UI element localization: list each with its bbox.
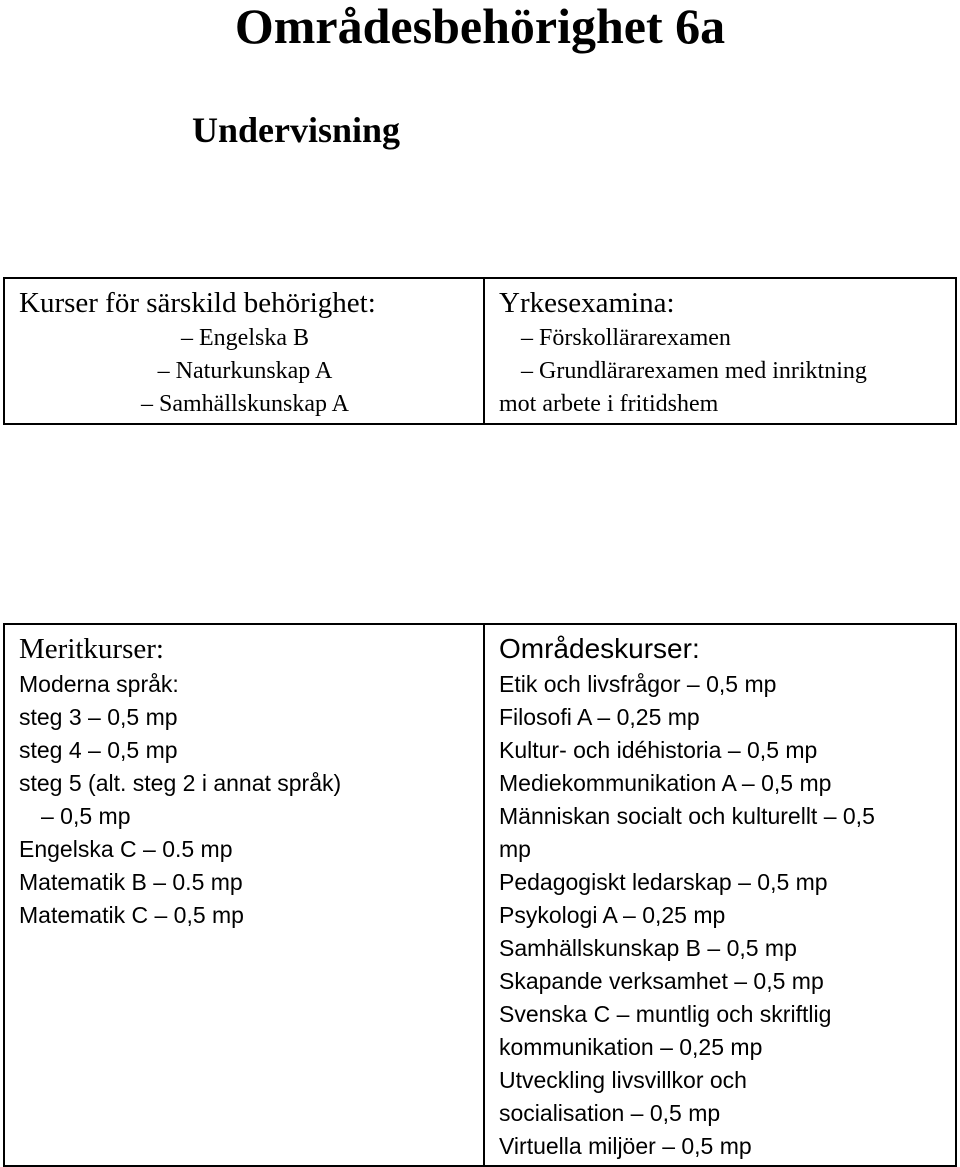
merit-courses-cell <box>4 624 484 1166</box>
area-course-item: Etik och livsfrågor – 0,5 mp <box>499 671 777 697</box>
special-course-item: – Naturkunskap A <box>157 358 333 384</box>
merit-course-item: – 0,5 mp <box>41 803 131 829</box>
merit-courses-heading: Meritkurser: <box>19 633 164 665</box>
area-course-item: Psykologi A – 0,25 mp <box>499 902 726 928</box>
degree-item: – Grundlärarexamen med inriktning <box>521 358 867 384</box>
area-course-item: Utveckling livsvillkor och <box>499 1067 747 1093</box>
courses-table <box>3 623 957 1167</box>
area-course-item: Mediekommunikation A – 0,5 mp <box>499 770 832 796</box>
special-course-item: – Samhällskunskap A <box>141 391 349 417</box>
merit-course-item: steg 5 (alt. steg 2 i annat språk) <box>19 770 342 796</box>
area-course-item: Filosofi A – 0,25 mp <box>499 704 700 730</box>
area-course-item: kommunikation – 0,25 mp <box>499 1034 763 1060</box>
eligibility-table <box>3 277 957 425</box>
merit-course-item: Engelska C – 0.5 mp <box>19 836 233 862</box>
merit-course-item: steg 3 – 0,5 mp <box>19 704 178 730</box>
area-course-item: Pedagogiskt ledarskap – 0,5 mp <box>499 869 828 895</box>
area-course-item: Människan socialt och kulturellt – 0,5 <box>499 803 875 829</box>
degrees-cell <box>484 278 956 424</box>
area-course-item: Skapande verksamhet – 0,5 mp <box>499 968 824 994</box>
area-course-item: Svenska C – muntlig och skriftlig <box>499 1001 832 1027</box>
special-courses-heading: Kurser för särskild behörighet: <box>19 287 376 319</box>
merit-course-item: Matematik C – 0,5 mp <box>19 902 244 928</box>
area-course-item: Samhällskunskap B – 0,5 mp <box>499 935 797 961</box>
degree-item: mot arbete i fritidshem <box>499 391 719 417</box>
area-course-item: Kultur- och idéhistoria – 0,5 mp <box>499 737 818 763</box>
merit-course-item: steg 4 – 0,5 mp <box>19 737 178 763</box>
merit-course-item: Moderna språk: <box>19 671 179 697</box>
area-course-item: mp <box>499 836 531 862</box>
merit-course-item: Matematik B – 0.5 mp <box>19 869 243 895</box>
degrees-heading: Yrkesexamina: <box>499 287 675 319</box>
area-course-item: Virtuella miljöer – 0,5 mp <box>499 1133 752 1159</box>
area-courses-cell <box>484 624 956 1166</box>
page-title: Områdesbehörighet 6a <box>234 0 726 54</box>
special-course-item: – Engelska B <box>181 325 309 351</box>
degree-item: – Förskollärarexamen <box>521 325 731 351</box>
special-courses-cell <box>4 278 484 424</box>
area-courses-heading: Områdeskurser: <box>499 633 700 664</box>
area-course-item: socialisation – 0,5 mp <box>499 1100 721 1126</box>
page-subtitle: Undervisning <box>192 110 401 150</box>
